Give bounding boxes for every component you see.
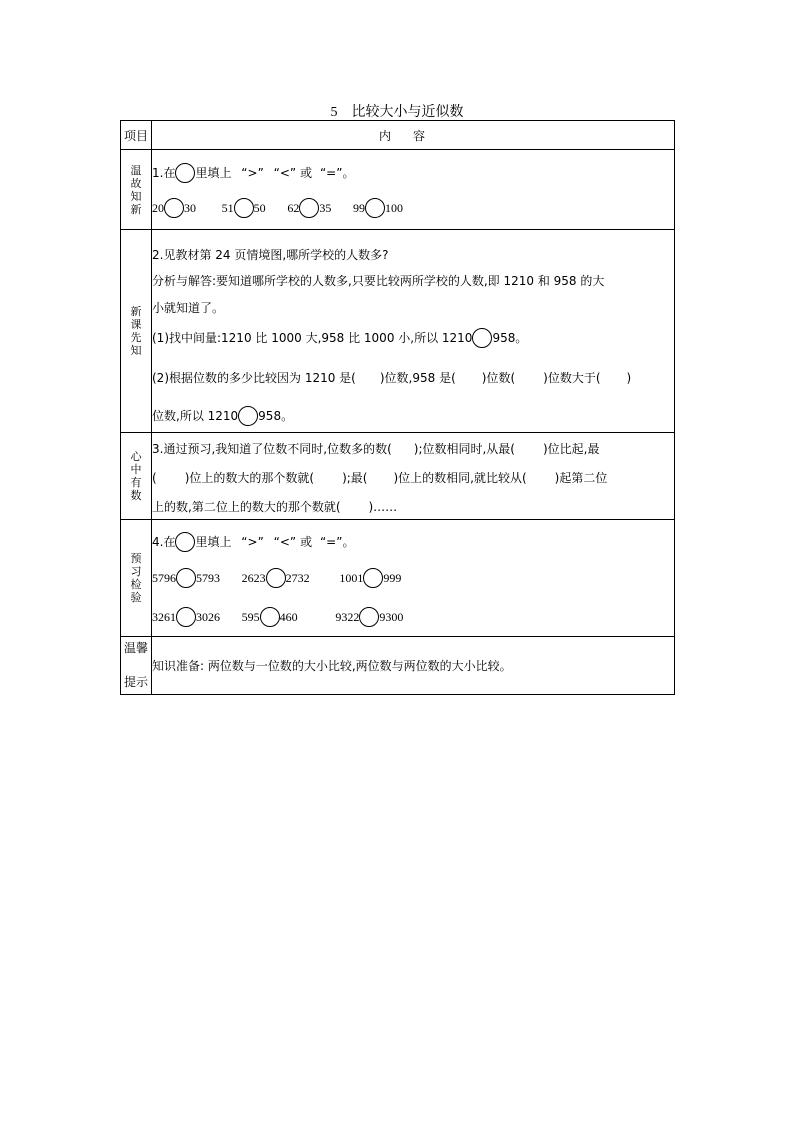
- q4-text-b: 里填上: [195, 534, 232, 549]
- section-review-label: 温故知新: [130, 163, 142, 216]
- q1-text-or: 或: [300, 166, 313, 180]
- q2-question: 2.见教材第 24 页情境图,哪所学校的人数多?: [152, 247, 389, 262]
- page-title: [0, 101, 794, 121]
- q3-line1: [152, 439, 674, 459]
- title-text: 比较大小与近似数: [351, 104, 464, 120]
- compare-left-value: 3261: [152, 609, 176, 624]
- q4-row2: [152, 607, 674, 627]
- compare-right-value: 100: [384, 201, 403, 215]
- section-new-lesson-label-cell: [121, 230, 152, 433]
- q2-step3-text: 位数,所以 1210: [152, 408, 239, 423]
- answer-circle[interactable]: [472, 328, 492, 348]
- section-check-label: 预习检验: [130, 552, 142, 604]
- answer-circle[interactable]: [299, 198, 319, 218]
- q2-step2-text-c: )位数(: [481, 370, 516, 385]
- compare-left-value: 595: [241, 609, 260, 624]
- q2-step2-text-a: (2)根据位数的多少比较因为 1210 是(: [152, 370, 356, 385]
- q3-text: )位比起,最: [543, 442, 600, 456]
- section-tips-content: [152, 637, 675, 695]
- q3-text: )位上的数相同,就比较从(: [393, 471, 527, 485]
- answer-circle[interactable]: [363, 568, 383, 588]
- compare-right-value: 9300: [379, 609, 404, 624]
- q2-step2-cont: [152, 406, 674, 426]
- tips-text: 知识准备: 两位数与一位数的大小比较,两位数与两位数的大小比较。: [152, 658, 512, 673]
- header-item-label: 项目: [123, 128, 148, 143]
- q3-text: )位上的数大的那个数就(: [184, 471, 315, 485]
- q3-text: (: [152, 471, 157, 485]
- answer-circle[interactable]: [176, 568, 196, 588]
- header-row: [121, 121, 675, 150]
- section-review-content: [152, 150, 675, 230]
- q2-step1: [152, 328, 674, 348]
- q2-step1-end: 958。: [492, 330, 528, 345]
- answer-circle[interactable]: [260, 607, 280, 627]
- compare-left-value: 5796: [152, 570, 176, 585]
- section-check-label-cell: [121, 520, 152, 637]
- section-tips-label-line1: 温馨: [123, 641, 148, 655]
- q1-text-end: 。: [342, 166, 355, 180]
- q1-symbol-gt: “>”: [241, 166, 264, 180]
- section-new-lesson-label: 新课先知: [130, 305, 142, 357]
- q3-text: )……: [368, 500, 398, 514]
- compare-right-value: 3026: [196, 609, 220, 624]
- section-check-row: [121, 520, 675, 637]
- q3-line3: [152, 497, 674, 517]
- q1-instruction: [152, 163, 674, 183]
- compare-right-value: 30: [184, 201, 196, 215]
- q1-text-a: 1.在: [152, 166, 176, 180]
- q3-text: )起第二位: [554, 471, 608, 485]
- q4-symbol-eq: “=”: [319, 534, 343, 549]
- answer-circle[interactable]: [365, 198, 385, 218]
- compare-left-value: 99: [352, 201, 365, 215]
- compare-right-value: 50: [253, 201, 266, 215]
- compare-right-value: 2732: [285, 570, 310, 585]
- answer-circle[interactable]: [359, 607, 379, 627]
- answer-circle[interactable]: [175, 532, 195, 552]
- q4-symbol-lt: “<”: [273, 534, 297, 549]
- section-summary-row: [121, 433, 675, 520]
- q4-text-or: 或: [300, 534, 313, 549]
- q1-text-b: 里填上: [195, 166, 232, 180]
- section-summary-label-cell: [121, 433, 152, 520]
- answer-circle[interactable]: [164, 198, 184, 218]
- q4-text-end: 。: [342, 534, 355, 549]
- compare-right-value: 460: [279, 609, 298, 624]
- q1-symbol-eq: “=”: [319, 166, 343, 180]
- section-review-label-cell: [121, 150, 152, 230]
- compare-left-value: 1001: [339, 570, 364, 585]
- q2-analysis-line1: 分析与解答:要知道哪所学校的人数多,只要比较两所学校的人数,即 1210 和 958 的大: [152, 273, 605, 288]
- header-item-cell: [121, 121, 152, 150]
- compare-left-value: 20: [152, 201, 164, 215]
- worksheet-table: [120, 120, 675, 695]
- q2-step2: [152, 368, 674, 388]
- title-number: 5: [330, 105, 338, 120]
- compare-left-value: 9322: [335, 609, 360, 624]
- q4-instruction: [152, 532, 674, 552]
- section-check-content: [152, 520, 675, 637]
- answer-circle[interactable]: [234, 198, 254, 218]
- compare-right-value: 999: [383, 570, 402, 585]
- section-tips-label-line2: 提示: [123, 675, 148, 689]
- compare-right-value: 35: [319, 201, 332, 215]
- header-content-cell: [152, 121, 675, 150]
- q3-text: 3.通过预习,我知道了位数不同时,位数多的数(: [152, 442, 392, 456]
- header-content-label: 内容: [378, 128, 447, 143]
- q4-row1: [152, 568, 674, 588]
- q1-comparison-list: [152, 198, 674, 218]
- q2-step1-text: (1)找中间量:1210 比 1000 大,958 比 1000 小,所以 1210: [152, 330, 473, 345]
- q2-step2-text-e: ): [626, 370, 632, 385]
- answer-circle[interactable]: [175, 163, 195, 183]
- answer-circle[interactable]: [266, 568, 286, 588]
- compare-left-value: 51: [221, 201, 234, 215]
- q2-step2-text-b: )位数,958 是(: [379, 370, 456, 385]
- section-review-row: [121, 150, 675, 230]
- section-new-lesson-content: [152, 230, 675, 433]
- section-summary-label: 心中有数: [130, 450, 142, 502]
- section-tips-label-cell: [121, 637, 152, 695]
- q2-step2-text-d: )位数大于(: [543, 370, 601, 385]
- q4-symbol-gt: “>”: [241, 534, 264, 549]
- q3-text: );最(: [342, 471, 368, 485]
- section-tips-label: [121, 640, 151, 691]
- q3-text: 上的数,第二位上的数大的那个数就(: [152, 500, 341, 514]
- compare-left-value: 62: [287, 201, 300, 215]
- answer-circle[interactable]: [238, 406, 258, 426]
- q2-analysis-line2: 小就知道了。: [152, 300, 225, 315]
- section-tips-row: [121, 637, 675, 695]
- q3-line2: [152, 468, 674, 488]
- section-summary-content: [152, 433, 675, 520]
- compare-left-value: 2623: [241, 570, 266, 585]
- answer-circle[interactable]: [176, 607, 196, 627]
- section-new-lesson-row: [121, 230, 675, 433]
- q1-symbol-lt: “<”: [273, 166, 297, 180]
- q2-step3-end: 958。: [258, 408, 294, 423]
- q3-text: );位数相同时,从最(: [413, 442, 515, 456]
- compare-right-value: 5793: [196, 570, 220, 585]
- q4-text-a: 4.在: [152, 534, 176, 549]
